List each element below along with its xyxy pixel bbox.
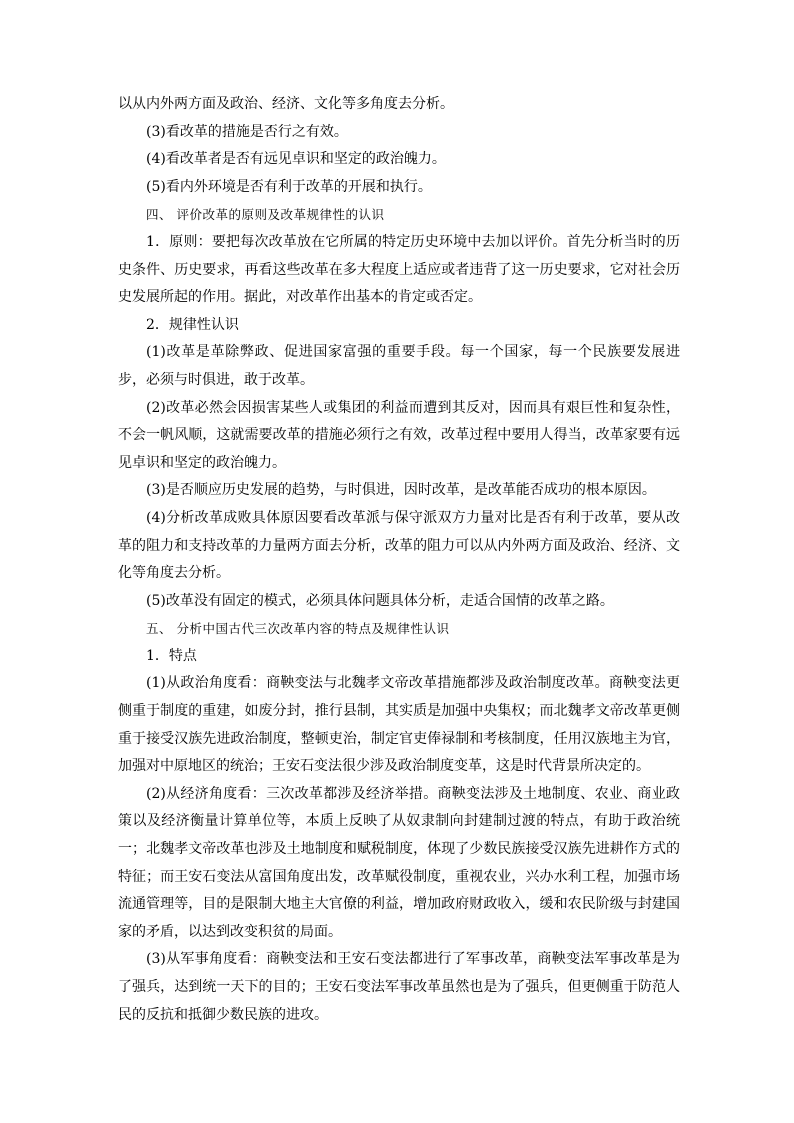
paragraph-regularity-4: (4)分析改革成败具体原因要看改革派与保守派双方力量对比是否有利于改革，要从改革的阻力和支持改革的力量两方面去分析，改革的阻力可以从内外两方面及政治、经济、文化等角度去分析。 [118,509,680,582]
paragraph-regularity-2: (2)改革必然会因损害某些人或集团的利益而遭到其反对，因而具有艰巨性和复杂性，不会一帆风顺，这就需要改革的措施必须行之有效，改革过程中要用人得当，改革家要有远见卓识和坚定的政治魄力。 [118,399,680,471]
document-page [118,91,680,1029]
paragraph-regularity-3: (3)是否顺应历史发展的趋势，与时俱进，因时改革，是改革能否成功的根本原因。 [146,482,656,499]
paragraph-economic: (2)从经济角度看：三次改革都涉及经济举措。商鞅变法涉及土地制度、农业、商业政策以及经济衡量计算单位等，本质上反映了从奴隶制向封建制过渡的特点，有助于政治统一；北魏孝文帝改革也涉及土地制度和赋税制度，体现了少数民族接受汉族先进耕作方式的特征；而王安石变法从富国角度出发，改革赋役制度，重视农业，兴办水利工程，加强市场流通管理等，目的是限制大地主大官僚的利益，增加政府财政收入，缓和农民阶级与封建国家的矛盾，以达到改变积贫的局面。 [118,785,680,940]
paragraph-continuation: 以从内外两方面及政治、经济、文化等多角度去分析。 [118,96,454,112]
section-heading-4: 四、 评价改革的原则及改革规律性的认识 [146,207,385,223]
paragraph-regularity-5: (5)改革没有固定的模式，必须具体问题具体分析，走适合国情的改革之路。 [146,592,614,609]
subheading-features: 1．特点 [146,647,197,664]
paragraph-principle: 1．原则：要把每次改革放在它所属的特定历史环境中去加以评价。首先分析当时的历史条件、历史要求，再看这些改革在多大程度上适应或者违背了这一历史要求，它对社会历史发展所起的作用。据此，对改革作出基本的肯定或否定。 [118,233,680,306]
paragraph-point-5: (5)看内外环境是否有利于改革的开展和执行。 [146,178,432,195]
section-heading-5: 五、 分析中国古代三次改革内容的特点及规律性认识 [146,621,450,637]
paragraph-regularity-1: (1)改革是革除弊政、促进国家富强的重要手段。每一个国家，每一个民族要发展进步，必须与时俱进，敢于改革。 [118,344,680,388]
paragraph-point-4: (4)看改革者是否有远见卓识和坚定的政治魄力。 [146,151,446,168]
subheading-regularity: 2．规律性认识 [146,316,239,333]
paragraph-political: (1)从政治角度看：商鞅变法与北魏孝文帝改革措施都涉及政治制度改革。商鞅变法更侧重于制度的重建，如废分封，推行县制，其实质是加强中央集权；而北魏孝文帝改革更侧重于接受汉族先进政治制度，整顿吏治，制定官吏俸禄制和考核制度，任用汉族地主为官，加强对中原地区的统治；王安石变法很少涉及政治制度变革，这是时代背景所决定的。 [118,675,680,775]
paragraph-military: (3)从军事角度看：商鞅变法和王安石变法都进行了军事改革，商鞅变法军事改革是为了强兵，达到统一天下的目的；王安石变法军事改革虽然也是为了强兵，但更侧重于防范人民的反抗和抵御少数民族的进攻。 [118,951,680,1023]
paragraph-point-3: (3)看改革的措施是否行之有效。 [146,123,348,140]
